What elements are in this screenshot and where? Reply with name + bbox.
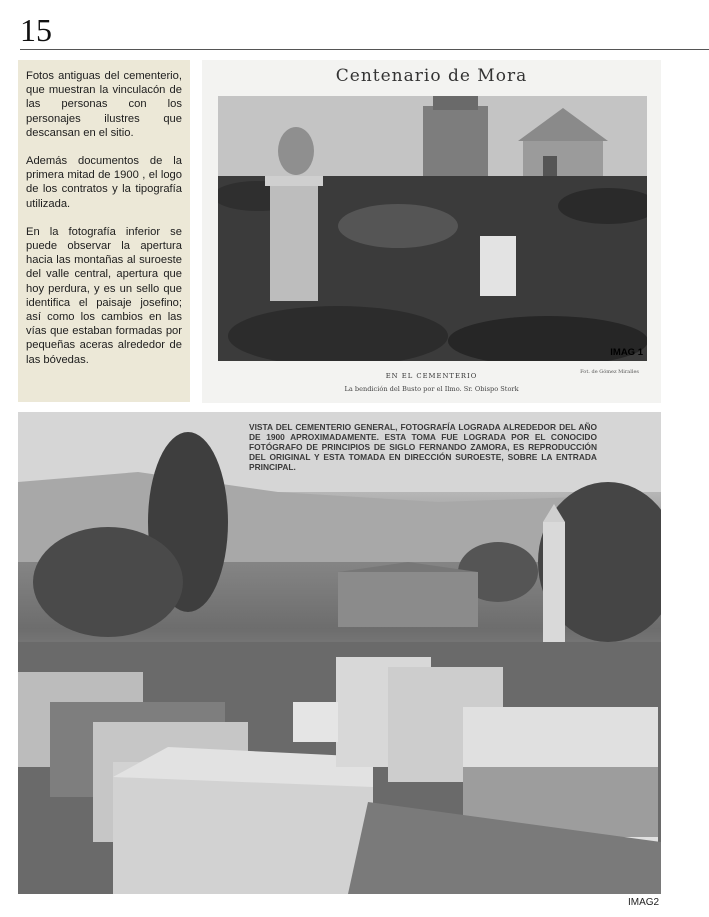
clipping-title: Centenario de Mora	[335, 66, 528, 86]
page-number: 15	[20, 12, 52, 48]
imag1-label: IMAG 1	[610, 347, 643, 358]
cemetery-general-view-photo	[18, 412, 661, 894]
caption-paragraph-3: En la fotografía inferior se puede observar la apertura hacia las montañas al suroeste del valle central, apertura que hoy perdura, y es un sello que identifica el paisaje josefino; así como los cambios en las vías que estaban formadas por pequeñas aceras alrededor de las bóvedas.	[26, 225, 182, 366]
clipping-caption: EN EL CEMENTERIO	[385, 372, 478, 380]
clipping-subcaption: La bendición del Busto por el Ilmo. Sr. Obispo Stork	[344, 385, 519, 393]
caption-box	[18, 60, 190, 402]
caption-paragraph-2: Además documentos de la primera mitad de 1900 , el logo de los contratos y la tipografía utilizada.	[26, 155, 182, 210]
header-divider	[20, 49, 709, 50]
photo2-description: VISTA DEL CEMENTERIO GENERAL, FOTOGRAFÍA LOGRADA ALREDEDOR DEL AÑO DE 1900 APROXIMADAMENTE. ESTA TOMA FUE LOGRADA POR EL CONOCIDO FOTÓGRAFO DE PRINCIPIOS DE SIGLO FERNANDO ZAMORA, ES REPRODUCCIÓN DEL ORIGINAL Y ESTA TOMADA EN DIRECCIÓN SUROESTE, SOBRE LA ENTRADA PRINCIPAL.	[249, 422, 597, 472]
imag2-label: IMAG2	[628, 897, 660, 908]
cemetery-ceremony-photo	[218, 96, 647, 361]
ceremony-photo-illustration	[218, 96, 647, 361]
general-view-illustration	[18, 412, 661, 894]
caption-paragraph-1: Fotos antiguas del cementerio, que muestran la vinculacón de las personas con los personajes ilustres que descansan en el sitio.	[26, 70, 182, 139]
newspaper-clipping	[202, 60, 661, 403]
photo-credit: Fot. de Gómez Miralles	[580, 369, 639, 375]
